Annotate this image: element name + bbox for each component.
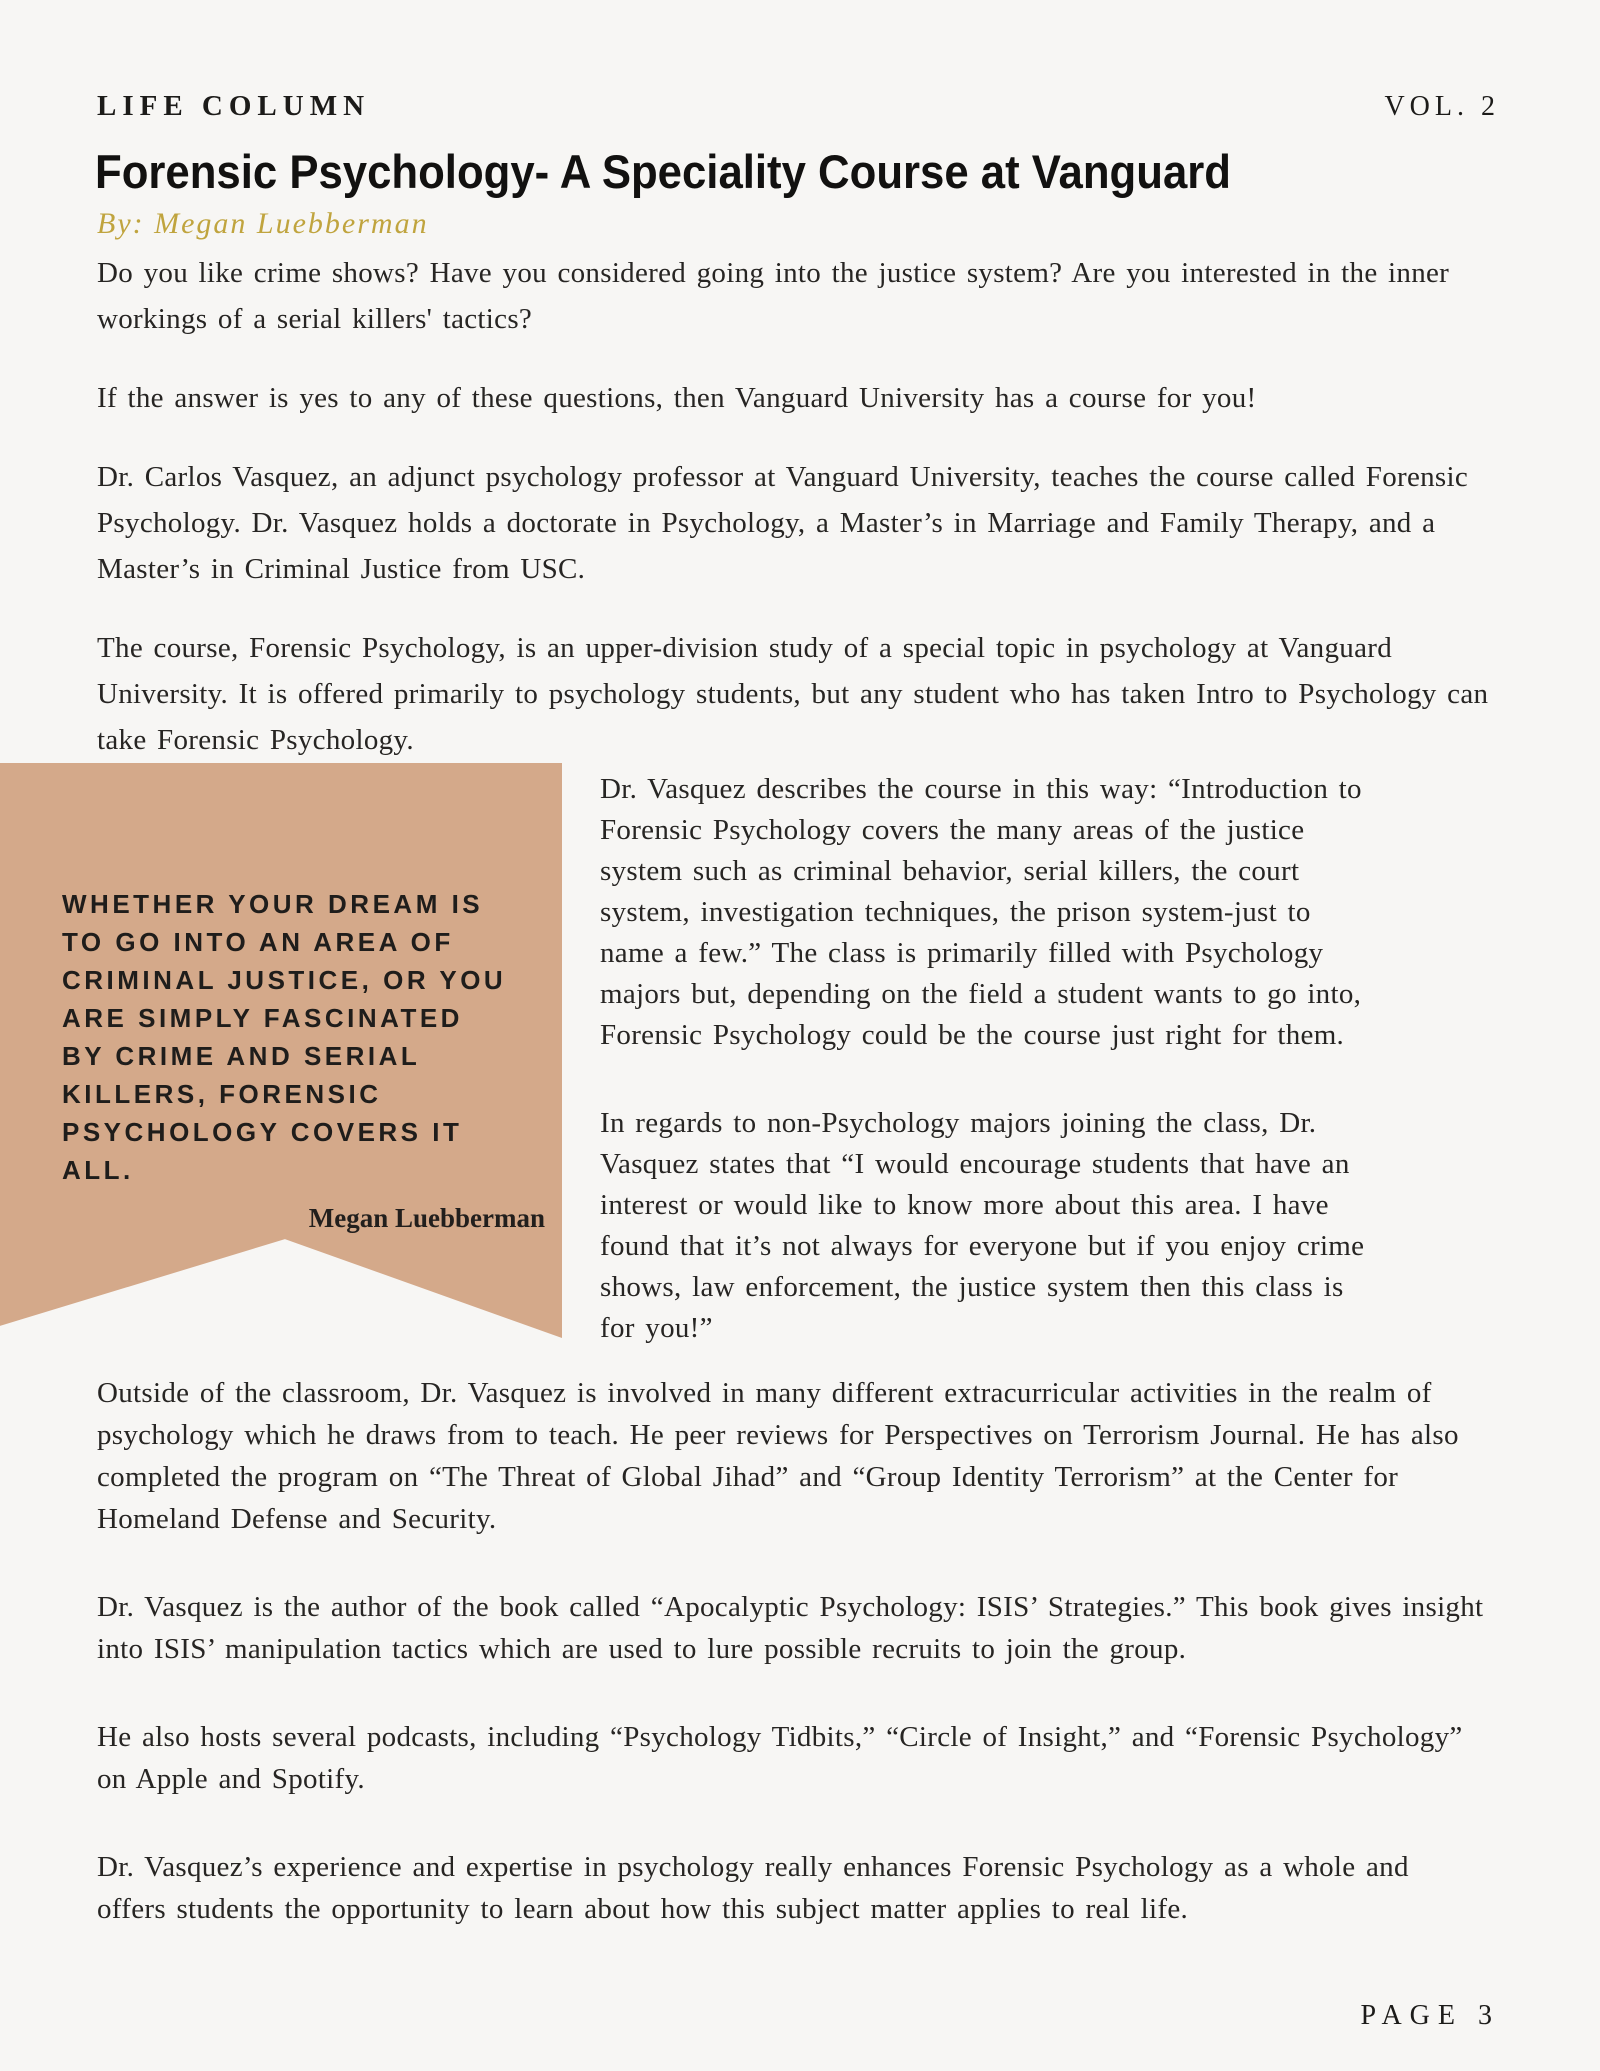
column-paragraphs (600, 769, 1365, 1396)
pull-quote-line: CRIMINAL JUSTICE, OR YOU (62, 965, 507, 995)
pull-quote-line: ALL. (62, 1155, 134, 1185)
intro-paragraph: If the answer is yes to any of these questions, then Vanguard University has a course for you! (97, 382, 1257, 414)
page-header (97, 90, 1500, 123)
pull-quote-line: BY CRIME AND SERIAL (62, 1041, 421, 1071)
pull-quote-line: TO GO INTO AN AREA OF (62, 927, 454, 957)
article-byline: By: Megan Luebberman (97, 207, 429, 240)
column-paragraph: Dr. Vasquez describes the course in this way: “Introduction to Forensic Psychology covers the many areas of the justice system such as criminal behavior, serial killers, the court system, investigation techniques, the prison system-just to name a few.” The class is primarily filled with Psychology majors but, depending on the field a student wants to go into, Forensic Psychology could be the course just right for them. (600, 773, 1362, 1051)
intro-paragraph: The course, Forensic Psychology, is an upper-division study of a special topic in psychology at Vanguard University. It is offered primarily to psychology students, but any student who has taken Intro to Psychology can take Forensic Psychology. (97, 632, 1489, 756)
two-column-section (0, 763, 1600, 1373)
closing-paragraph: Dr. Vasquez is the author of the book called “Apocalyptic Psychology: ISIS’ Strategies.” This book gives insight into ISIS’ manipulation tactics which are used to lure possible recruits to join the group. (97, 1591, 1484, 1665)
page-number: PAGE 3 (1360, 2000, 1500, 2031)
closing-paragraph: Dr. Vasquez’s experience and expertise in psychology really enhances Forensic Psychology as a whole and offers students the opportunity to learn about how this subject matter applies to real life. (97, 1851, 1409, 1925)
closing-paragraph: He also hosts several podcasts, including “Psychology Tidbits,” “Circle of Insight,” and “Forensic Psychology” on Apple and Spotify. (97, 1721, 1463, 1795)
article-title: Forensic Psychology- A Speciality Course at Vanguard (95, 145, 1231, 198)
pull-quote-attribution: Megan Luebberman (308, 1203, 545, 1233)
pull-quote-text (62, 885, 532, 1189)
intro-paragraphs (97, 250, 1497, 796)
volume-label: VOL. 2 (1384, 91, 1500, 122)
intro-paragraph: Do you like crime shows? Have you considered going into the justice system? Are you interested in the inner workings of a serial killers' tactics? (97, 257, 1450, 335)
column-paragraph: In regards to non-Psychology majors joining the class, Dr. Vasquez states that “I would encourage students that have an interest or would like to know more about this area. I have found that it’s not always for everyone but if you enjoy crime shows, law enforcement, the justice system then this class is for you!” (600, 1107, 1365, 1344)
pull-quote-line: ARE SIMPLY FASCINATED (62, 1003, 463, 1033)
section-kicker: LIFE COLUMN (97, 90, 371, 122)
pull-quote-line: KILLERS, FORENSIC (62, 1079, 382, 1109)
closing-paragraph: Outside of the classroom, Dr. Vasquez is involved in many different extracurricular activities in the realm of psychology which he draws from to teach. He peer reviews for Perspectives on Terrorism Journal. He has also completed the program on “The Threat of Global Jihad” and “Group Identity Terrorism” at the Center for Homeland Defense and Security. (97, 1377, 1459, 1535)
intro-paragraph: Dr. Carlos Vasquez, an adjunct psychology professor at Vanguard University, teaches the course called Forensic Psychology. Dr. Vasquez holds a doctorate in Psychology, a Master’s in Marriage and Family Therapy, and a Master’s in Criminal Justice from USC. (97, 461, 1469, 585)
pull-quote-line: WHETHER YOUR DREAM IS (62, 889, 484, 919)
closing-paragraphs (97, 1372, 1487, 1976)
pull-quote-line: PSYCHOLOGY COVERS IT (62, 1117, 463, 1147)
